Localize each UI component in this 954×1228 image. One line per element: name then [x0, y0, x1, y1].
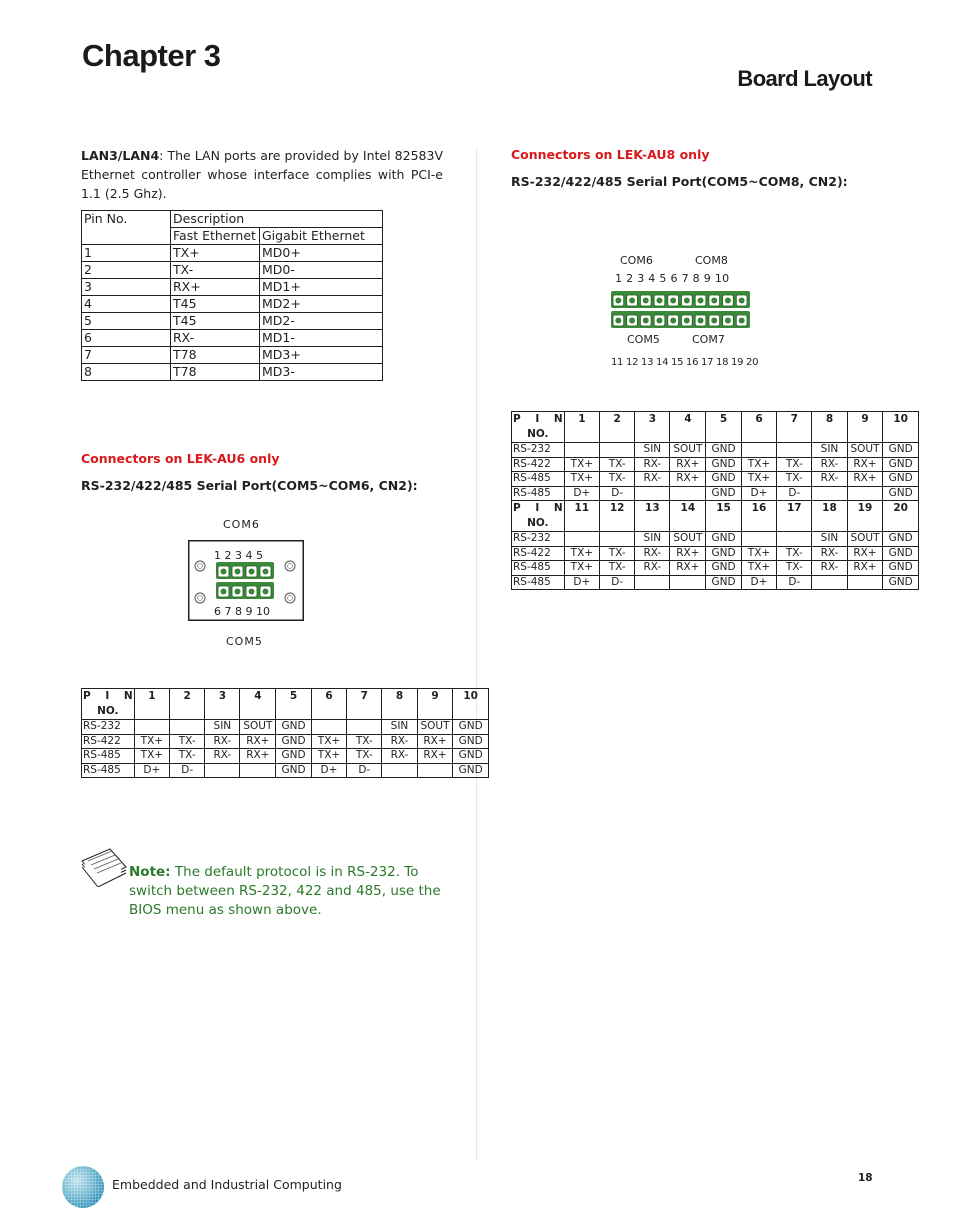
pin-signal-cell: RX- [635, 472, 670, 487]
table-row [512, 486, 919, 501]
pin-signal-cell: GND [883, 561, 919, 576]
pin-signal-cell: SOUT [670, 532, 706, 547]
pin-number-header: 7 [347, 689, 382, 720]
pin-signal-cell: TX+ [741, 472, 776, 487]
pin-signal-cell: SOUT [847, 532, 883, 547]
table-cell: T45 [171, 296, 260, 313]
table-cell: TX- [171, 262, 260, 279]
table-row [82, 296, 383, 313]
table-row [82, 262, 383, 279]
pin-signal-cell: SOUT [847, 443, 883, 458]
table-row [82, 364, 383, 381]
pin-signal-cell: SIN [382, 720, 417, 735]
pin-signal-cell: GND [883, 486, 919, 501]
table-row [82, 749, 489, 764]
pin-signal-cell: SOUT [670, 443, 706, 458]
table-row [82, 330, 383, 347]
table-cell: MD3+ [260, 347, 383, 364]
pin-signal-cell: GND [883, 575, 919, 590]
au8-com7-label: COM7 [692, 333, 725, 346]
pin-signal-cell: TX- [170, 734, 205, 749]
pin-number-header: 8 [382, 689, 417, 720]
pin-contact [249, 589, 254, 594]
pin-signal-cell: GND [706, 575, 742, 590]
protocol-label: RS-485 [512, 486, 565, 501]
pin-signal-cell: D+ [564, 486, 599, 501]
pin-contact [657, 298, 662, 303]
pin-label-no: NO. [97, 705, 119, 717]
au8-com6-label: COM6 [620, 254, 653, 267]
note-text [129, 863, 449, 920]
protocol-label: RS-485 [82, 749, 135, 764]
pin-label: P I N [513, 413, 563, 425]
pin-label: P I N [83, 690, 133, 702]
pin-signal-cell: RX- [635, 546, 670, 561]
pin-signal-cell: RX+ [670, 546, 706, 561]
au6-subheading: RS-232/422/485 Serial Port(COM5~COM6, CN2): [81, 478, 418, 493]
pin-number-header: 3 [635, 412, 670, 443]
pin-signal-cell: RX- [205, 734, 240, 749]
section-title: Board Layout [737, 66, 872, 91]
pin-contact [235, 589, 240, 594]
pin-signal-cell: RX+ [670, 561, 706, 576]
lan-pin-table [81, 210, 383, 381]
pin-signal-cell: SIN [205, 720, 240, 735]
pin-signal-cell: TX- [777, 561, 812, 576]
pin-signal-cell: TX+ [311, 749, 346, 764]
table-cell: MD2+ [260, 296, 383, 313]
pin-no-header [82, 689, 135, 720]
table-row [82, 734, 489, 749]
pin-number-header: 10 [883, 412, 919, 443]
pin-signal-cell [847, 575, 883, 590]
au8-top-pin-numbers: 1 2 3 4 5 6 7 8 9 10 [615, 272, 730, 285]
au6-heading: Connectors on LEK-AU6 only [81, 451, 280, 466]
pin-number-header: 5 [706, 412, 742, 443]
table-row [82, 279, 383, 296]
pin-signal-cell: SIN [812, 443, 847, 458]
pin-signal-cell: SOUT [417, 720, 453, 735]
pin-signal-cell: GND [453, 720, 489, 735]
pin-signal-cell [812, 575, 847, 590]
au8-heading: Connectors on LEK-AU8 only [511, 147, 710, 162]
pin-signal-cell: D- [777, 486, 812, 501]
pin-label: P I N [513, 502, 563, 514]
pin-signal-cell: D+ [311, 763, 346, 778]
pin-signal-cell [670, 486, 706, 501]
pin-signal-cell [240, 763, 276, 778]
pin-signal-cell: SOUT [240, 720, 276, 735]
pin-signal-cell [635, 575, 670, 590]
table-cell: 2 [82, 262, 171, 279]
pin-contact [643, 298, 648, 303]
pin-number-header: 7 [777, 412, 812, 443]
pin-signal-cell: TX- [777, 457, 812, 472]
pin-signal-cell [311, 720, 346, 735]
pin-signal-cell [670, 575, 706, 590]
pin-signal-cell: D- [777, 575, 812, 590]
pin-signal-cell: GND [883, 532, 919, 547]
lan-table-header-row [82, 211, 383, 228]
table-row [82, 313, 383, 330]
table-cell: 6 [82, 330, 171, 347]
table-cell: 1 [82, 245, 171, 262]
table-row [82, 720, 489, 735]
table-row [82, 763, 489, 778]
table-cell: MD1- [260, 330, 383, 347]
pin-contact [725, 298, 730, 303]
table-cell: MD2- [260, 313, 383, 330]
pin-signal-cell: TX- [600, 472, 635, 487]
table-cell: T45 [171, 313, 260, 330]
pin-signal-cell: TX- [347, 734, 382, 749]
table-row [512, 443, 919, 458]
au6-pin-table [81, 688, 489, 778]
pin-contact [671, 298, 676, 303]
protocol-label: RS-485 [512, 472, 565, 487]
pin-signal-cell: TX+ [564, 457, 599, 472]
pin-signal-cell [170, 720, 205, 735]
au8-subheading: RS-232/422/485 Serial Port(COM5~COM8, CN2): [511, 174, 848, 189]
pin-signal-cell: TX- [600, 546, 635, 561]
pin-signal-cell: TX+ [741, 457, 776, 472]
protocol-label: RS-232 [82, 720, 135, 735]
pin-signal-cell: GND [706, 486, 742, 501]
pin-number-header: 9 [417, 689, 453, 720]
lan-text: : The LAN ports are provided by Intel 82583V Ethernet controller whose interface complies with PCI-e 1.1 (2.5 Ghz). [81, 148, 443, 201]
au8-bottom-pin-numbers: 11 12 13 14 15 16 17 18 19 20 [611, 357, 759, 368]
pin-contact [739, 318, 744, 323]
protocol-label: RS-422 [82, 734, 135, 749]
pin-contact [629, 318, 634, 323]
pin-contact [263, 569, 268, 574]
pin-signal-cell: TX+ [564, 561, 599, 576]
pin-signal-cell [777, 443, 812, 458]
table-row [512, 472, 919, 487]
pin-signal-cell: RX+ [670, 472, 706, 487]
pin-signal-cell: GND [276, 763, 312, 778]
pin-contact [671, 318, 676, 323]
pin-signal-cell: RX+ [847, 472, 883, 487]
table-cell: MD0- [260, 262, 383, 279]
pin-signal-cell: GND [706, 546, 742, 561]
pin-signal-cell [205, 763, 240, 778]
pin-number-header: 1 [564, 412, 599, 443]
table-cell: RX- [171, 330, 260, 347]
pin-signal-cell: RX- [382, 749, 417, 764]
pin-contact [684, 298, 689, 303]
column-divider [476, 148, 477, 1160]
pin-signal-cell: RX- [812, 472, 847, 487]
pin-contact [684, 318, 689, 323]
protocol-label: RS-422 [512, 457, 565, 472]
table-cell: 7 [82, 347, 171, 364]
pin-signal-cell: RX+ [240, 734, 276, 749]
pin-signal-cell: RX- [635, 457, 670, 472]
pin-signal-cell: RX+ [847, 561, 883, 576]
table-header-row [82, 689, 489, 720]
note-pad-icon [78, 845, 130, 887]
globe-logo-icon [61, 1165, 105, 1209]
pin-signal-cell: D+ [564, 575, 599, 590]
au8-connector-diagram [610, 290, 750, 332]
pin-signal-cell: GND [276, 749, 312, 764]
pin-number-header: 14 [670, 501, 706, 532]
pin-signal-cell: D+ [741, 486, 776, 501]
pin-signal-cell: TX+ [311, 734, 346, 749]
au8-pin-table [511, 411, 919, 590]
pin-signal-cell: TX- [170, 749, 205, 764]
protocol-label: RS-232 [512, 532, 565, 547]
lan-name: LAN3/LAN4 [81, 148, 160, 163]
pin-signal-cell: SIN [635, 443, 670, 458]
table-row [512, 457, 919, 472]
pin-signal-cell: RX- [812, 561, 847, 576]
pin-signal-cell: RX+ [417, 749, 453, 764]
pin-number-header: 20 [883, 501, 919, 532]
table-row [512, 532, 919, 547]
pin-signal-cell: TX- [347, 749, 382, 764]
pin-signal-cell: RX- [812, 457, 847, 472]
pin-signal-cell: RX- [382, 734, 417, 749]
table-row [82, 245, 383, 262]
pin-number-header: 6 [741, 412, 776, 443]
pin-signal-cell: GND [453, 749, 489, 764]
pin-number-header: 4 [670, 412, 706, 443]
pin-signal-cell: SIN [812, 532, 847, 547]
table-cell: T78 [171, 347, 260, 364]
pin-number-header: 4 [240, 689, 276, 720]
pin-signal-cell: SIN [635, 532, 670, 547]
pin-number-header: 15 [706, 501, 742, 532]
pin-signal-cell: GND [706, 457, 742, 472]
pin-number-header: 2 [600, 412, 635, 443]
pin-contact [221, 589, 226, 594]
note-body: The default protocol is in RS-232. To switch between RS-232, 422 and 485, use the BIOS menu as shown above. [129, 864, 441, 918]
pin-number-header: 17 [777, 501, 812, 532]
pin-signal-cell [741, 532, 776, 547]
pin-number-header: 8 [812, 412, 847, 443]
pin-signal-cell: TX+ [564, 546, 599, 561]
table-cell: T78 [171, 364, 260, 381]
pin-signal-cell [847, 486, 883, 501]
pin-signal-cell: TX+ [134, 734, 169, 749]
pin-signal-cell [812, 486, 847, 501]
lan-description [81, 146, 443, 203]
au6-connector-diagram [188, 540, 304, 621]
pin-contact [616, 318, 621, 323]
pin-contact [616, 298, 621, 303]
note-label: Note: [129, 864, 171, 880]
table-cell: RX+ [171, 279, 260, 296]
table-cell: 5 [82, 313, 171, 330]
pin-number-header: 5 [276, 689, 312, 720]
table-row [512, 546, 919, 561]
pin-signal-cell: TX+ [564, 472, 599, 487]
pin-signal-cell: D+ [741, 575, 776, 590]
pin-number-header: 11 [564, 501, 599, 532]
pin-contact [712, 318, 717, 323]
table-cell: MD0+ [260, 245, 383, 262]
pin-number-header: 2 [170, 689, 205, 720]
pin-signal-cell [347, 720, 382, 735]
lan-col-fast: Fast Ethernet [171, 228, 260, 245]
pin-signal-cell: GND [883, 546, 919, 561]
pin-contact [263, 589, 268, 594]
chapter-title: Chapter 3 [82, 38, 221, 73]
pin-number-header: 6 [311, 689, 346, 720]
pin-signal-cell: GND [706, 443, 742, 458]
pin-signal-cell: TX+ [134, 749, 169, 764]
table-cell: MD1+ [260, 279, 383, 296]
lan-col-desc: Description [171, 211, 383, 228]
pin-signal-cell: D+ [134, 763, 169, 778]
pin-contact [698, 318, 703, 323]
table-header-row [512, 501, 919, 532]
pin-signal-cell [635, 486, 670, 501]
pin-signal-cell [564, 443, 599, 458]
lan-col-pin: Pin No. [82, 211, 171, 245]
pin-signal-cell: GND [276, 720, 312, 735]
pin-signal-cell: TX+ [741, 561, 776, 576]
table-cell: 3 [82, 279, 171, 296]
pin-contact [221, 569, 226, 574]
pin-signal-cell: GND [706, 472, 742, 487]
pin-signal-cell: RX+ [847, 457, 883, 472]
pin-signal-cell: GND [883, 457, 919, 472]
pin-contact [739, 298, 744, 303]
pin-signal-cell: TX+ [741, 546, 776, 561]
pin-contact [712, 298, 717, 303]
pin-signal-cell: RX- [635, 561, 670, 576]
pin-signal-cell: D- [600, 575, 635, 590]
pin-signal-cell: GND [706, 532, 742, 547]
pin-signal-cell: D- [347, 763, 382, 778]
pin-signal-cell: RX+ [670, 457, 706, 472]
table-cell: 8 [82, 364, 171, 381]
protocol-label: RS-422 [512, 546, 565, 561]
pin-signal-cell [741, 443, 776, 458]
protocol-label: RS-485 [82, 763, 135, 778]
table-row [82, 347, 383, 364]
pin-number-header: 10 [453, 689, 489, 720]
pin-number-header: 1 [134, 689, 169, 720]
pin-signal-cell [600, 532, 635, 547]
protocol-label: RS-485 [512, 575, 565, 590]
pin-no-header [512, 412, 565, 443]
au6-com6-label: COM6 [223, 518, 260, 531]
pin-label-no: NO. [527, 428, 549, 440]
pin-signal-cell: TX- [600, 561, 635, 576]
au6-top-pin-numbers: 1 2 3 4 5 [214, 549, 263, 562]
pin-signal-cell: D- [170, 763, 205, 778]
table-row [512, 561, 919, 576]
au8-com8-label: COM8 [695, 254, 728, 267]
pin-number-header: 16 [741, 501, 776, 532]
pin-signal-cell: D- [600, 486, 635, 501]
au8-com5-label: COM5 [627, 333, 660, 346]
pin-number-header: 19 [847, 501, 883, 532]
pin-signal-cell [134, 720, 169, 735]
pin-signal-cell: RX+ [417, 734, 453, 749]
pin-signal-cell [382, 763, 417, 778]
pin-signal-cell [600, 443, 635, 458]
page-number: 18 [858, 1172, 873, 1184]
pin-signal-cell: TX- [777, 472, 812, 487]
pin-contact [629, 298, 634, 303]
pin-signal-cell: GND [453, 763, 489, 778]
pin-contact [657, 318, 662, 323]
table-header-row [512, 412, 919, 443]
pin-label-no: NO. [527, 517, 549, 529]
pin-number-header: 13 [635, 501, 670, 532]
table-row [512, 575, 919, 590]
au6-com5-label: COM5 [226, 635, 263, 648]
pin-signal-cell: GND [883, 472, 919, 487]
pin-signal-cell: TX- [777, 546, 812, 561]
pin-signal-cell [777, 532, 812, 547]
pin-contact [725, 318, 730, 323]
pin-number-header: 18 [812, 501, 847, 532]
protocol-label: RS-232 [512, 443, 565, 458]
pin-signal-cell [417, 763, 453, 778]
pin-contact [235, 569, 240, 574]
table-cell: MD3- [260, 364, 383, 381]
pin-contact [249, 569, 254, 574]
pin-signal-cell: RX+ [847, 546, 883, 561]
pin-contact [643, 318, 648, 323]
pin-no-header [512, 501, 565, 532]
table-cell: 4 [82, 296, 171, 313]
pin-number-header: 3 [205, 689, 240, 720]
pin-signal-cell: GND [453, 734, 489, 749]
pin-signal-cell: TX- [600, 457, 635, 472]
pin-signal-cell: RX+ [240, 749, 276, 764]
pin-number-header: 12 [600, 501, 635, 532]
table-cell: TX+ [171, 245, 260, 262]
pin-signal-cell: GND [706, 561, 742, 576]
pin-signal-cell: RX- [812, 546, 847, 561]
protocol-label: RS-485 [512, 561, 565, 576]
footer-text: Embedded and Industrial Computing [112, 1177, 342, 1192]
pin-signal-cell [564, 532, 599, 547]
pin-signal-cell: GND [276, 734, 312, 749]
lan-col-gig: Gigabit Ethernet [260, 228, 383, 245]
pin-number-header: 9 [847, 412, 883, 443]
au6-bottom-pin-numbers: 6 7 8 9 10 [214, 605, 270, 618]
pin-signal-cell: GND [883, 443, 919, 458]
pin-contact [698, 298, 703, 303]
connector-pins-icon [611, 291, 750, 328]
pin-signal-cell: RX- [205, 749, 240, 764]
